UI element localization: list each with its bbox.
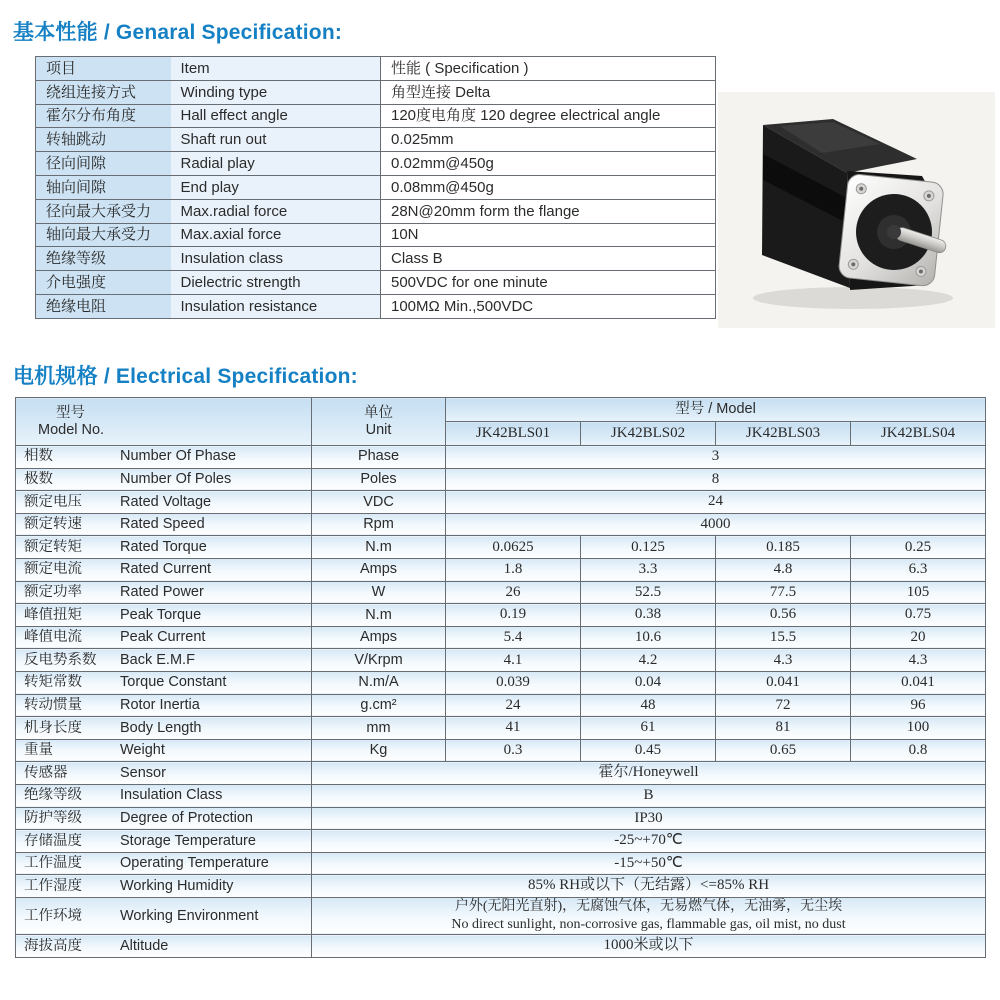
param-label [16, 536, 312, 559]
item-en: Winding type [171, 80, 381, 104]
value-cell: 100 [851, 717, 986, 740]
value-cell: 3.3 [581, 558, 716, 581]
value-cell: 1.8 [446, 558, 581, 581]
param-en: Degree of Protection [120, 809, 253, 826]
value-cell: 0.19 [446, 604, 581, 627]
value-cell: -25~+70℃ [312, 830, 986, 853]
value-cell: 24 [446, 694, 581, 717]
model-no-zh: 型号 [56, 404, 85, 421]
table-row [36, 128, 716, 152]
item-value: 0.025mm [381, 128, 716, 152]
item-en: End play [171, 175, 381, 199]
value-cell: 4.3 [851, 649, 986, 672]
item-zh: 轴向间隙 [36, 175, 171, 199]
header-row [16, 398, 986, 422]
value-cell: 霍尔/Honeywell [312, 762, 986, 785]
table-row [16, 717, 986, 740]
param-label [16, 468, 312, 491]
table-row [36, 223, 716, 247]
param-en: Rated Speed [120, 516, 205, 533]
value-cell: 0.65 [716, 739, 851, 762]
item-value: 角型连接 Delta [381, 80, 716, 104]
item-en: Radial play [171, 152, 381, 176]
item-zh: 径向最大承受力 [36, 199, 171, 223]
table-row [16, 875, 986, 898]
value-cell: 0.75 [851, 604, 986, 627]
unit-cell: V/Krpm [312, 649, 446, 672]
general-section-title: 基本性能 / Genaral Specification: [13, 21, 343, 44]
value-cell: 10.6 [581, 626, 716, 649]
param-label [16, 717, 312, 740]
model-name: JK42BLS03 [716, 422, 851, 446]
value-cell: 0.0625 [446, 536, 581, 559]
unit-cell: N.m [312, 604, 446, 627]
param-en: Number Of Poles [120, 471, 232, 488]
param-zh: 转矩常数 [24, 674, 82, 691]
item-zh: 介电强度 [36, 271, 171, 295]
electrical-spec-table [15, 397, 986, 958]
param-label [16, 626, 312, 649]
param-en: Body Length [120, 719, 202, 736]
item-en: Max.axial force [171, 223, 381, 247]
param-zh: 海拔高度 [24, 937, 82, 954]
unit-cell: N.m/A [312, 671, 446, 694]
table-row [16, 468, 986, 491]
param-zh: 绝缘等级 [24, 787, 82, 804]
value-cell: 24 [446, 491, 986, 514]
item-zh: 项目 [36, 57, 171, 81]
param-zh: 转动惯量 [24, 696, 82, 713]
value-cell: 4.1 [446, 649, 581, 672]
table-row [36, 104, 716, 128]
value-cell: 0.56 [716, 604, 851, 627]
item-en: Shaft run out [171, 128, 381, 152]
param-zh: 相数 [24, 448, 53, 465]
value-cell: 85% RH或以下（无结露）<=85% RH [312, 875, 986, 898]
param-label [16, 739, 312, 762]
param-en: Insulation Class [120, 787, 223, 804]
param-zh: 重量 [24, 742, 53, 759]
param-label [16, 491, 312, 514]
value-cell: 41 [446, 717, 581, 740]
table-row [16, 604, 986, 627]
param-zh: 额定功率 [24, 584, 82, 601]
param-zh: 工作温度 [24, 855, 82, 872]
unit-cell: Phase [312, 446, 446, 469]
value-cell: 0.45 [581, 739, 716, 762]
param-label [16, 807, 312, 830]
param-zh: 额定转速 [24, 516, 82, 533]
item-zh: 绝缘电阻 [36, 294, 171, 318]
value-cell: 6.3 [851, 558, 986, 581]
general-spec-table [35, 56, 716, 319]
table-row [16, 739, 986, 762]
value-cell: 72 [716, 694, 851, 717]
param-zh: 机身长度 [24, 719, 82, 736]
param-label [16, 897, 312, 934]
table-row [36, 199, 716, 223]
param-en: Rated Torque [120, 538, 207, 555]
unit-zh: 单位 [364, 404, 393, 421]
unit-cell: N.m [312, 536, 446, 559]
model-no-header [16, 398, 312, 446]
value-cell: 0.185 [716, 536, 851, 559]
value-cell: 4.8 [716, 558, 851, 581]
param-zh: 传感器 [24, 764, 68, 781]
model-group-header: 型号 / Model [446, 398, 986, 422]
value-cell: 0.04 [581, 671, 716, 694]
param-zh: 额定转矩 [24, 538, 82, 555]
param-label [16, 694, 312, 717]
unit-cell: W [312, 581, 446, 604]
param-en: Peak Current [120, 629, 206, 646]
param-label [16, 604, 312, 627]
param-label [16, 852, 312, 875]
param-en: Torque Constant [120, 674, 227, 691]
item-value: 性能 ( Specification ) [381, 57, 716, 81]
param-zh: 防护等级 [24, 809, 82, 826]
unit-cell: VDC [312, 491, 446, 514]
param-en: Working Humidity [120, 877, 234, 894]
param-zh: 工作湿度 [24, 877, 82, 894]
item-value: 120度电角度 120 degree electrical angle [381, 104, 716, 128]
table-row [16, 626, 986, 649]
value-cell: B [312, 784, 986, 807]
param-label [16, 649, 312, 672]
model-name: JK42BLS04 [851, 422, 986, 446]
brushless-motor-illustration [718, 92, 995, 328]
item-value: 500VDC for one minute [381, 271, 716, 295]
item-zh: 轴向最大承受力 [36, 223, 171, 247]
table-row [16, 513, 986, 536]
table-row [16, 446, 986, 469]
value-cell: 61 [581, 717, 716, 740]
table-row [36, 247, 716, 271]
item-value: 28N@20mm form the flange [381, 199, 716, 223]
unit-en: Unit [365, 421, 392, 438]
unit-cell: Kg [312, 739, 446, 762]
table-row [16, 649, 986, 672]
param-en: Rated Current [120, 561, 212, 578]
item-en: Max.radial force [171, 199, 381, 223]
value-cell: 77.5 [716, 581, 851, 604]
item-value: 10N [381, 223, 716, 247]
table-row [16, 897, 986, 934]
value-cell: 0.041 [851, 671, 986, 694]
item-en: Dielectric strength [171, 271, 381, 295]
param-en: Rotor Inertia [120, 696, 200, 713]
value-cell: 1000米或以下 [312, 935, 986, 958]
value-cell: 48 [581, 694, 716, 717]
table-row [16, 694, 986, 717]
value-cell: -15~+50℃ [312, 852, 986, 875]
table-row [16, 762, 986, 785]
env-line: 户外(无阳光直射)，无腐蚀气体，无易燃气体，无油雾，无尘埃 [454, 898, 843, 914]
item-value: 0.08mm@450g [381, 175, 716, 199]
table-row [36, 175, 716, 199]
table-row [16, 671, 986, 694]
unit-cell: Rpm [312, 513, 446, 536]
value-cell: 0.8 [851, 739, 986, 762]
param-label [16, 513, 312, 536]
value-cell: 15.5 [716, 626, 851, 649]
table-row [16, 536, 986, 559]
item-value: Class B [381, 247, 716, 271]
table-row [16, 852, 986, 875]
value-cell: 4.3 [716, 649, 851, 672]
param-zh: 极数 [24, 471, 53, 488]
model-name: JK42BLS02 [581, 422, 716, 446]
value-cell: 105 [851, 581, 986, 604]
table-row [16, 830, 986, 853]
table-row [16, 807, 986, 830]
param-en: Peak Torque [120, 606, 202, 623]
value-cell: 4000 [446, 513, 986, 536]
param-en: Weight [120, 742, 165, 759]
param-label [16, 446, 312, 469]
value-cell: 0.041 [716, 671, 851, 694]
value-cell: IP30 [312, 807, 986, 830]
unit-cell: Amps [312, 626, 446, 649]
param-en: Rated Voltage [120, 493, 212, 510]
param-zh: 峰值扭矩 [24, 606, 82, 623]
unit-cell: Amps [312, 558, 446, 581]
unit-header [312, 398, 446, 446]
item-zh: 转轴跳动 [36, 128, 171, 152]
param-label [16, 581, 312, 604]
unit-cell: mm [312, 717, 446, 740]
param-zh: 额定电流 [24, 561, 82, 578]
item-en: Insulation class [171, 247, 381, 271]
unit-cell: g.cm² [312, 694, 446, 717]
electrical-section-title: 电机规格 / Electrical Specification: [13, 365, 358, 388]
param-en: Back E.M.F [120, 651, 195, 668]
item-en: Item [171, 57, 381, 81]
param-zh: 额定电压 [24, 493, 82, 510]
table-row [16, 491, 986, 514]
unit-cell: Poles [312, 468, 446, 491]
param-en: Altitude [120, 937, 169, 954]
item-en: Insulation resistance [171, 294, 381, 318]
table-row [16, 558, 986, 581]
value-cell: 4.2 [581, 649, 716, 672]
item-zh: 霍尔分布角度 [36, 104, 171, 128]
value-cell: 20 [851, 626, 986, 649]
value-cell: 96 [851, 694, 986, 717]
param-label [16, 671, 312, 694]
param-en: Sensor [120, 764, 166, 781]
param-en: Working Environment [120, 907, 259, 924]
value-cell: 8 [446, 468, 986, 491]
item-value: 0.02mm@450g [381, 152, 716, 176]
value-cell: 0.3 [446, 739, 581, 762]
value-cell: 0.039 [446, 671, 581, 694]
table-row [16, 581, 986, 604]
param-en: Rated Power [120, 584, 204, 601]
value-cell [312, 897, 986, 934]
param-en: Operating Temperature [120, 855, 269, 872]
param-label [16, 830, 312, 853]
model-name: JK42BLS01 [446, 422, 581, 446]
table-row [16, 935, 986, 958]
value-cell: 0.25 [851, 536, 986, 559]
value-cell: 52.5 [581, 581, 716, 604]
item-en: Hall effect angle [171, 104, 381, 128]
value-cell: 26 [446, 581, 581, 604]
param-zh: 存储温度 [24, 832, 82, 849]
table-row [36, 57, 716, 81]
param-label [16, 558, 312, 581]
env-line: No direct sunlight, non-corrosive gas, flammable gas, oil mist, no dust [451, 917, 846, 933]
value-cell: 0.125 [581, 536, 716, 559]
table-row [36, 80, 716, 104]
value-cell: 5.4 [446, 626, 581, 649]
table-row [36, 271, 716, 295]
item-zh: 绝缘等级 [36, 247, 171, 271]
table-row [36, 152, 716, 176]
param-label [16, 784, 312, 807]
table-row [36, 294, 716, 318]
param-zh: 反电势系数 [24, 651, 97, 668]
value-cell: 81 [716, 717, 851, 740]
motor-photo [718, 92, 995, 328]
param-zh: 工作环境 [24, 907, 82, 924]
param-en: Number Of Phase [120, 448, 237, 465]
table-row [16, 784, 986, 807]
item-zh: 径向间隙 [36, 152, 171, 176]
item-value: 100MΩ Min.,500VDC [381, 294, 716, 318]
param-label [16, 762, 312, 785]
param-en: Storage Temperature [120, 832, 256, 849]
model-no-en: Model No. [38, 421, 105, 438]
param-zh: 峰值电流 [24, 629, 82, 646]
param-label [16, 875, 312, 898]
item-zh: 绕组连接方式 [36, 80, 171, 104]
value-cell: 3 [446, 446, 986, 469]
param-label [16, 935, 312, 958]
value-cell: 0.38 [581, 604, 716, 627]
